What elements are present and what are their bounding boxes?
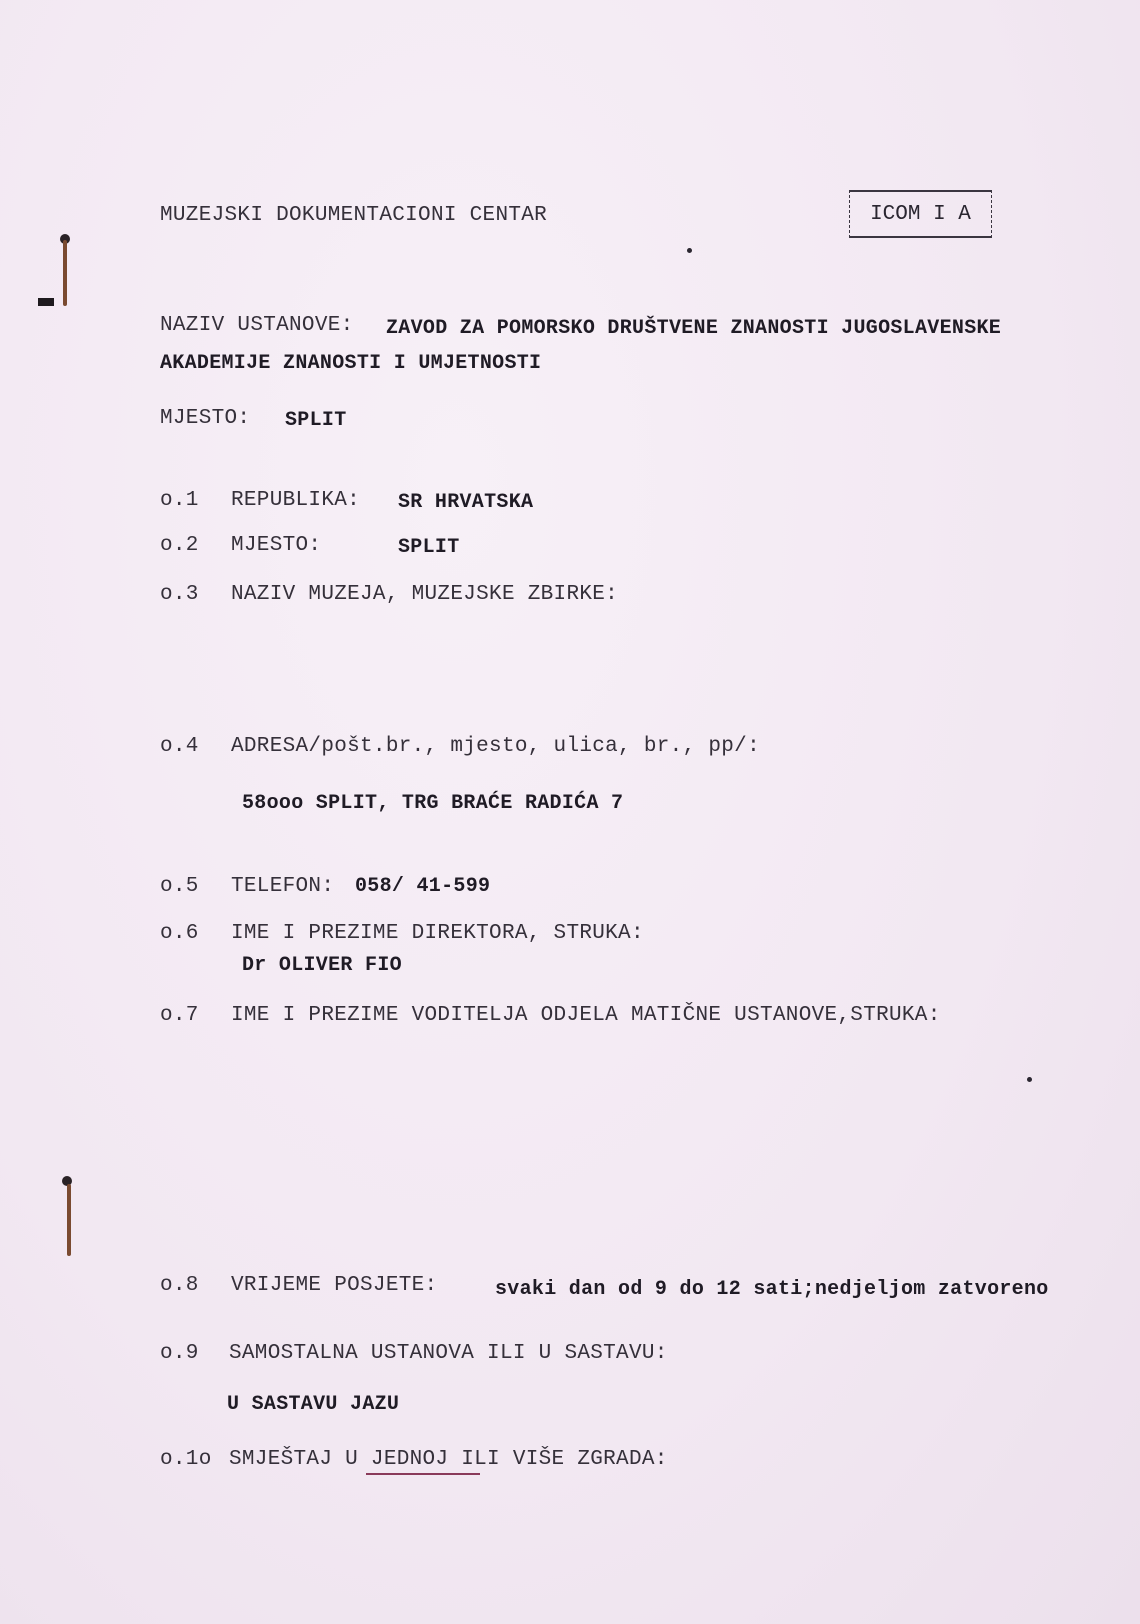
field-number: o.6 <box>160 922 199 945</box>
staple-top-wire <box>63 240 67 306</box>
field-value-republika: SR HRVATSKA <box>398 491 534 514</box>
underline-mark <box>366 1473 480 1475</box>
field-value-samostalna: U SASTAVU JAZU <box>227 1393 400 1416</box>
field-label-smjestaj: SMJEŠTAJ U JEDNOJ ILI VIŠE ZGRADA: <box>229 1448 668 1471</box>
center-name: MUZEJSKI DOKUMENTACIONI CENTAR <box>160 204 548 227</box>
field-label-direktor: IME I PREZIME DIREKTORA, STRUKA: <box>231 922 644 945</box>
staple-bottom-wire <box>67 1184 71 1256</box>
field-label-samostalna: SAMOSTALNA USTANOVA ILI U SASTAVU: <box>229 1342 668 1365</box>
field-label-republika: REPUBLIKA: <box>231 489 361 512</box>
place-label: MJESTO: <box>160 407 251 430</box>
field-number: o.7 <box>160 1004 199 1027</box>
field-number: o.9 <box>160 1342 199 1365</box>
field-label-vrijeme-posjete: VRIJEME POSJETE: <box>231 1274 438 1297</box>
field-number: o.4 <box>160 735 199 758</box>
field-value-adresa: 58ooo SPLIT, TRG BRAĆE RADIĆA 7 <box>242 792 624 815</box>
field-value-direktor: Dr OLIVER FIO <box>242 954 402 977</box>
field-label-voditelj: IME I PREZIME VODITELJA ODJELA MATIČNE USTANOVE,STRUKA: <box>231 1004 941 1027</box>
institution-name-line1: ZAVOD ZA POMORSKO DRUŠTVENE ZNANOSTI JUGOSLAVENSKE <box>386 317 1002 340</box>
field-label-adresa: ADRESA/pošt.br., mjesto, ulica, br., pp/: <box>231 735 760 758</box>
field-label-mjesto: MJESTO: <box>231 534 322 557</box>
field-label-naziv-muzeja: NAZIV MUZEJA, MUZEJSKE ZBIRKE: <box>231 583 619 606</box>
field-value-mjesto: SPLIT <box>398 536 460 559</box>
ink-dot <box>687 248 692 253</box>
icom-code-box <box>849 190 992 238</box>
field-value-telefon: 058/ 41-599 <box>355 875 491 898</box>
ink-dot <box>1027 1077 1032 1082</box>
field-number: o.5 <box>160 875 199 898</box>
field-number: o.1 <box>160 489 199 512</box>
place-value: SPLIT <box>285 409 347 432</box>
field-number: o.3 <box>160 583 199 606</box>
staple-top-foot-icon <box>38 298 54 306</box>
institution-name-line2: AKADEMIJE ZNANOSTI I UMJETNOSTI <box>160 352 542 375</box>
institution-label: NAZIV USTANOVE: <box>160 314 354 337</box>
field-number: o.1o <box>160 1448 212 1471</box>
field-number: o.8 <box>160 1274 199 1297</box>
field-label-telefon: TELEFON: <box>231 875 335 898</box>
icom-code: ICOM I A <box>870 202 971 226</box>
field-number: o.2 <box>160 534 199 557</box>
field-value-vrijeme-posjete: svaki dan od 9 do 12 sati;nedjeljom zatvoreno <box>495 1278 1049 1301</box>
